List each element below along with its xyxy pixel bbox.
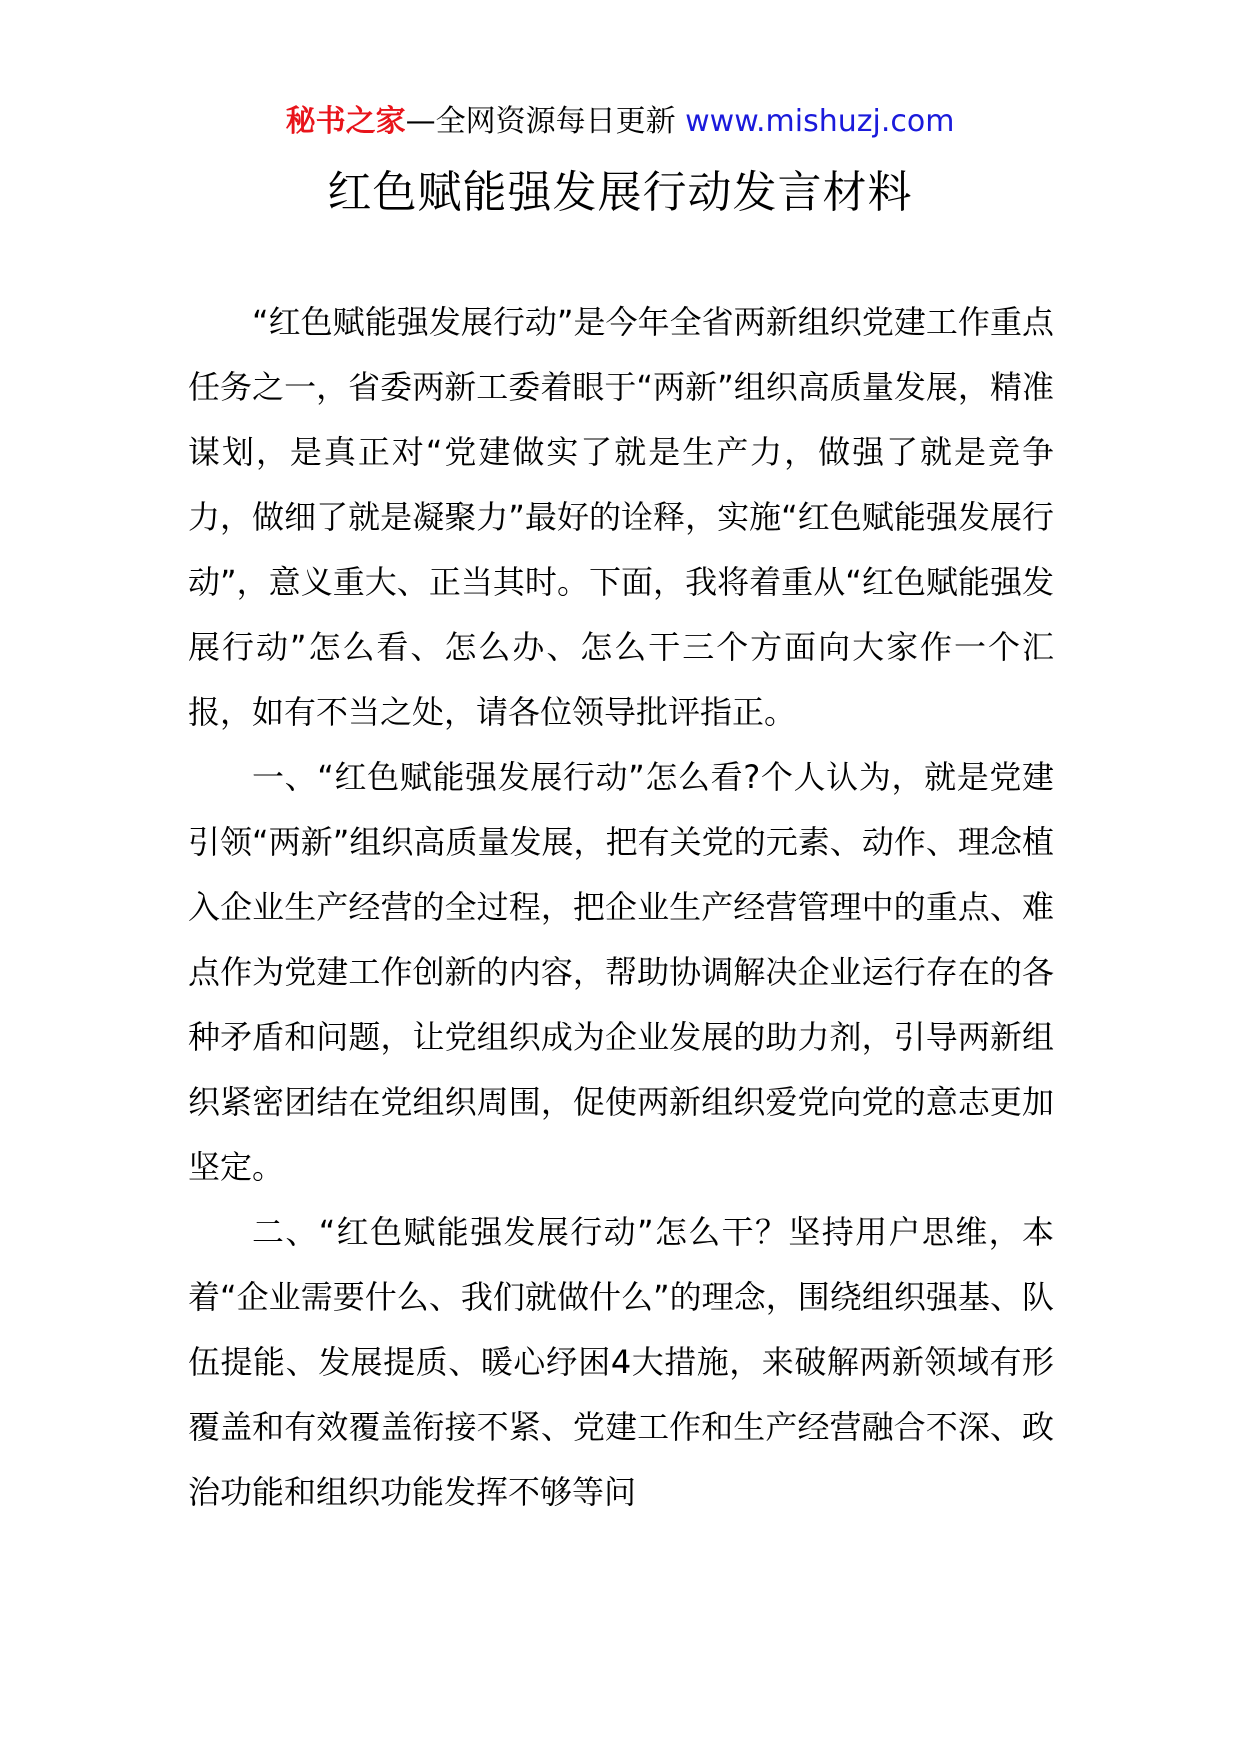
document-title: 红色赋能强发展行动发言材料 [327,167,913,218]
paragraph-section-one: 一、“红色赋能强发展行动”怎么看?个人认为，就是党建引领“两新”组织高质量发展，把有关党的元素、动作、理念植入企业生产经营的全过程，把企业生产经营管理中的重点、难点作为党建工作创新的内容，帮助协调解决企业运行存在的各种矛盾和问题，让党组织成为企业发展的助力剂，引导两新组织紧密团结在党组织周围，促使两新组织爱党向党的意志更加坚定。 [188,758,1054,1186]
site-url-link[interactable]: www.mishuzj.com [685,104,955,139]
brand-name: 秘书之家 [285,104,406,139]
paragraph-intro: “红色赋能强发展行动”是今年全省两新组织党建工作重点任务之一，省委两新工委着眼于“两新”组织高质量发展，精准谋划，是真正对“党建做实了就是生产力，做强了就是竞争力，做细了就是凝聚力”最好的诠释，实施“红色赋能强发展行动”，意义重大、正当其时。下面，我将着重从“红色赋能强发展行动”怎么看、怎么办、怎么干三个方面向大家作一个汇报，如有不当之处，请各位领导批评指正。 [188,303,1054,731]
paragraph-section-two: 二、“红色赋能强发展行动”怎么干？坚持用户思维，本着“企业需要什么、我们就做什么”的理念，围绕组织强基、队伍提能、发展提质、暖心纾困4大措施，来破解两新领域有形覆盖和有效覆盖衔接不紧、党建工作和生产经营融合不深、政治功能和组织功能发挥不够等问 [188,1213,1054,1511]
document-body [188,290,1054,1525]
header-slogan: —全网资源每日更新 [405,104,676,139]
site-header [0,100,1240,144]
